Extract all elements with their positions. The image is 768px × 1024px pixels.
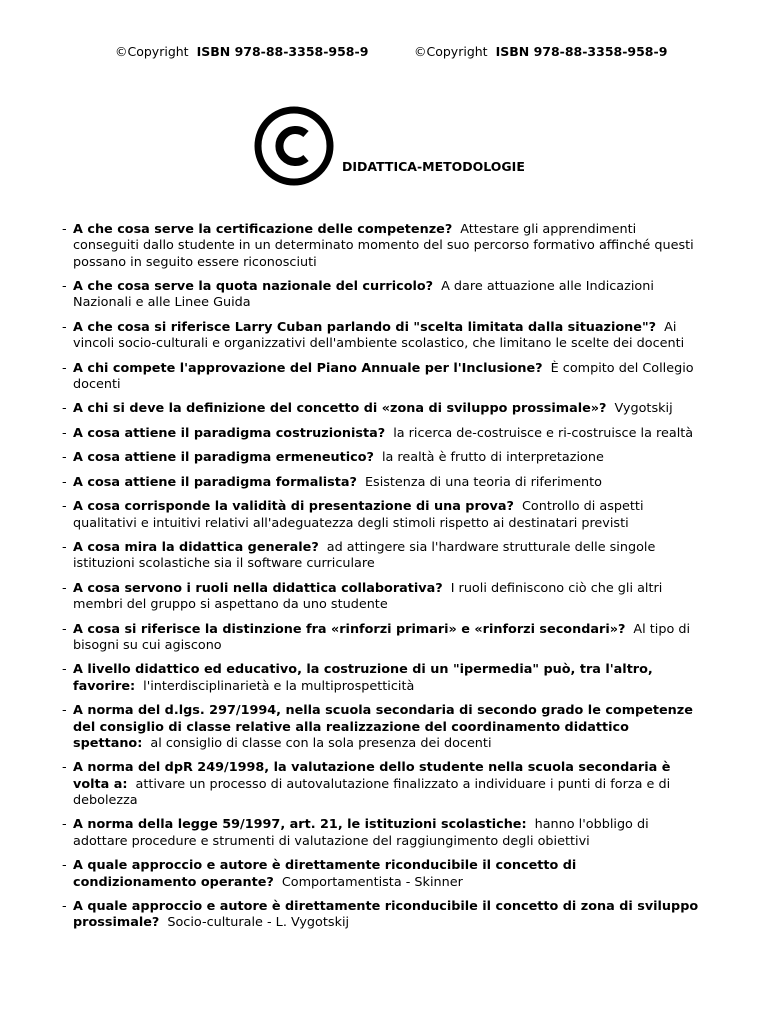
copyright-text: ©Copyright bbox=[414, 44, 488, 59]
bullet-dash: - bbox=[62, 898, 67, 914]
answer-text: Comportamentista - Skinner bbox=[281, 874, 463, 890]
answer-text: Controllo di aspetti qualitativi e intuitivi relativi all'adeguatezza degli stimoli rispetto ai destinatari previsti bbox=[73, 499, 644, 531]
bullet-dash: - bbox=[62, 662, 67, 678]
qa-item bbox=[62, 361, 702, 394]
question-text: A cosa attiene il paradigma ermeneutico? bbox=[73, 450, 374, 466]
answer-text: la ricerca de-costruisce e ri-costruisce la realtà bbox=[393, 425, 694, 441]
header-copyright-left bbox=[115, 44, 368, 59]
question-text: A quale approccio e autore è direttamente riconducibile il concetto di condizionamento operante? bbox=[73, 858, 577, 890]
answer-text: la realtà è frutto di interpretazione bbox=[381, 450, 604, 466]
answer-text: Ai vincoli socio-culturali e organizzativi dell'ambiente scolastico, che limitano le scelte dei docenti bbox=[73, 319, 685, 352]
qa-item bbox=[62, 817, 702, 850]
bullet-dash: - bbox=[62, 450, 67, 466]
qa-item bbox=[62, 401, 702, 417]
qa-item bbox=[62, 703, 702, 752]
qa-item bbox=[62, 662, 702, 695]
question-text: A livello didattico ed educativo, la costruzione di un "ipermedia" può, tra l'altro, favorire: bbox=[73, 662, 653, 694]
section-title: DIDATTICA-METODOLOGIE bbox=[342, 159, 525, 174]
question-text: A norma del d.lgs. 297/1994, nella scuola secondaria di secondo grado le competenze del consiglio di classe relative alla realizzazione del coordinamento didattico spettano: bbox=[73, 703, 693, 751]
qa-item bbox=[62, 540, 702, 573]
answer-text: I ruoli definiscono ciò che gli altri membri del gruppo si aspettano da uno studente bbox=[73, 580, 663, 613]
question-text: A cosa mira la didattica generale? bbox=[73, 540, 319, 556]
question-text: A cosa corrisponde la validità di presentazione di una prova? bbox=[73, 499, 514, 515]
answer-text: Al tipo di bisogni su cui agiscono bbox=[73, 621, 691, 653]
bullet-dash: - bbox=[62, 499, 67, 515]
bullet-dash: - bbox=[62, 319, 67, 335]
qa-item bbox=[62, 899, 702, 932]
answer-text: l'interdisciplinarietà e la multiprospetticità bbox=[143, 678, 415, 694]
qa-item bbox=[62, 279, 702, 312]
isbn-text: ISBN 978-88-3358-958-9 bbox=[196, 44, 369, 59]
qa-item bbox=[62, 426, 702, 442]
question-text: A cosa servono i ruoli nella didattica collaborativa? bbox=[73, 580, 443, 596]
answer-text: attivare un processo di autovalutazione finalizzato a individuare i punti di forza e di debolezza bbox=[73, 776, 671, 808]
question-text: A che cosa serve la certificazione delle competenze? bbox=[73, 222, 453, 237]
answer-text: Attestare gli apprendimenti conseguiti dallo studente in un determinato momento del suo percorso formativo affinché questi possano in seguito essere riconosciuti bbox=[73, 222, 694, 270]
question-text: A chi si deve la definizione del concetto di «zona di sviluppo prossimale»? bbox=[73, 401, 607, 417]
answer-text: hanno l'obbligo di adottare procedure e strumenti di valutazione del raggiungimento degli obiettivi bbox=[73, 817, 649, 849]
qa-item bbox=[62, 320, 702, 353]
answer-text: Socio-culturale - L. Vygotskij bbox=[167, 915, 350, 931]
question-text: A che cosa si riferisce Larry Cuban parlando di "scelta limitata dalla situazione"? bbox=[73, 319, 657, 335]
answer-text: Esistenza di una teoria di riferimento bbox=[364, 474, 602, 490]
qa-item bbox=[62, 499, 702, 532]
bullet-dash: - bbox=[62, 279, 67, 295]
qa-item bbox=[62, 222, 702, 271]
qa-item bbox=[62, 475, 702, 491]
answer-text: Vygotskij bbox=[614, 401, 673, 417]
bullet-dash: - bbox=[62, 360, 67, 376]
answer-text: A dare attuazione alle Indicazioni Nazionali e alle Linee Guida bbox=[73, 279, 654, 311]
isbn-text: ISBN 978-88-3358-958-9 bbox=[495, 44, 668, 59]
bullet-dash: - bbox=[62, 817, 67, 833]
bullet-dash: - bbox=[62, 580, 67, 596]
bullet-dash: - bbox=[62, 425, 67, 441]
qa-item bbox=[62, 622, 702, 655]
bullet-dash: - bbox=[62, 222, 67, 237]
question-text: A che cosa serve la quota nazionale del curricolo? bbox=[73, 279, 434, 295]
bullet-dash: - bbox=[62, 401, 67, 417]
bullet-dash: - bbox=[62, 474, 67, 490]
bullet-dash: - bbox=[62, 703, 67, 719]
question-text: A quale approccio e autore è direttamente riconducibile il concetto di zona di sviluppo prossimale? bbox=[73, 898, 699, 931]
bullet-dash: - bbox=[62, 858, 67, 874]
question-text: A cosa attiene il paradigma formalista? bbox=[73, 474, 357, 490]
header-copyright-right bbox=[414, 44, 667, 59]
bullet-dash: - bbox=[62, 760, 67, 776]
bullet-dash: - bbox=[62, 621, 67, 637]
answer-text: ad attingere sia l'hardware strutturale delle singole istituzioni scolastiche sia il software curriculare bbox=[73, 540, 656, 572]
question-text: A cosa attiene il paradigma costruzionista? bbox=[73, 425, 386, 441]
copyright-icon bbox=[254, 106, 334, 186]
qa-item bbox=[62, 581, 702, 614]
qa-list bbox=[62, 222, 702, 940]
question-text: A cosa si riferisce la distinzione fra «rinforzi primari» e «rinforzi secondari»? bbox=[73, 621, 626, 637]
qa-item bbox=[62, 450, 702, 466]
question-text: A chi compete l'approvazione del Piano Annuale per l'Inclusione? bbox=[73, 360, 543, 376]
answer-text: al consiglio di classe con la sola presenza dei docenti bbox=[150, 735, 492, 751]
copyright-text: ©Copyright bbox=[115, 44, 189, 59]
question-text: A norma della legge 59/1997, art. 21, le istituzioni scolastiche: bbox=[73, 817, 527, 833]
qa-item bbox=[62, 858, 702, 891]
question-text: A norma del dpR 249/1998, la valutazione dello studente nella scuola secondaria è volta a: bbox=[73, 760, 671, 792]
answer-text: È compito del Collegio docenti bbox=[73, 360, 694, 392]
qa-item bbox=[62, 760, 702, 809]
bullet-dash: - bbox=[62, 540, 67, 556]
